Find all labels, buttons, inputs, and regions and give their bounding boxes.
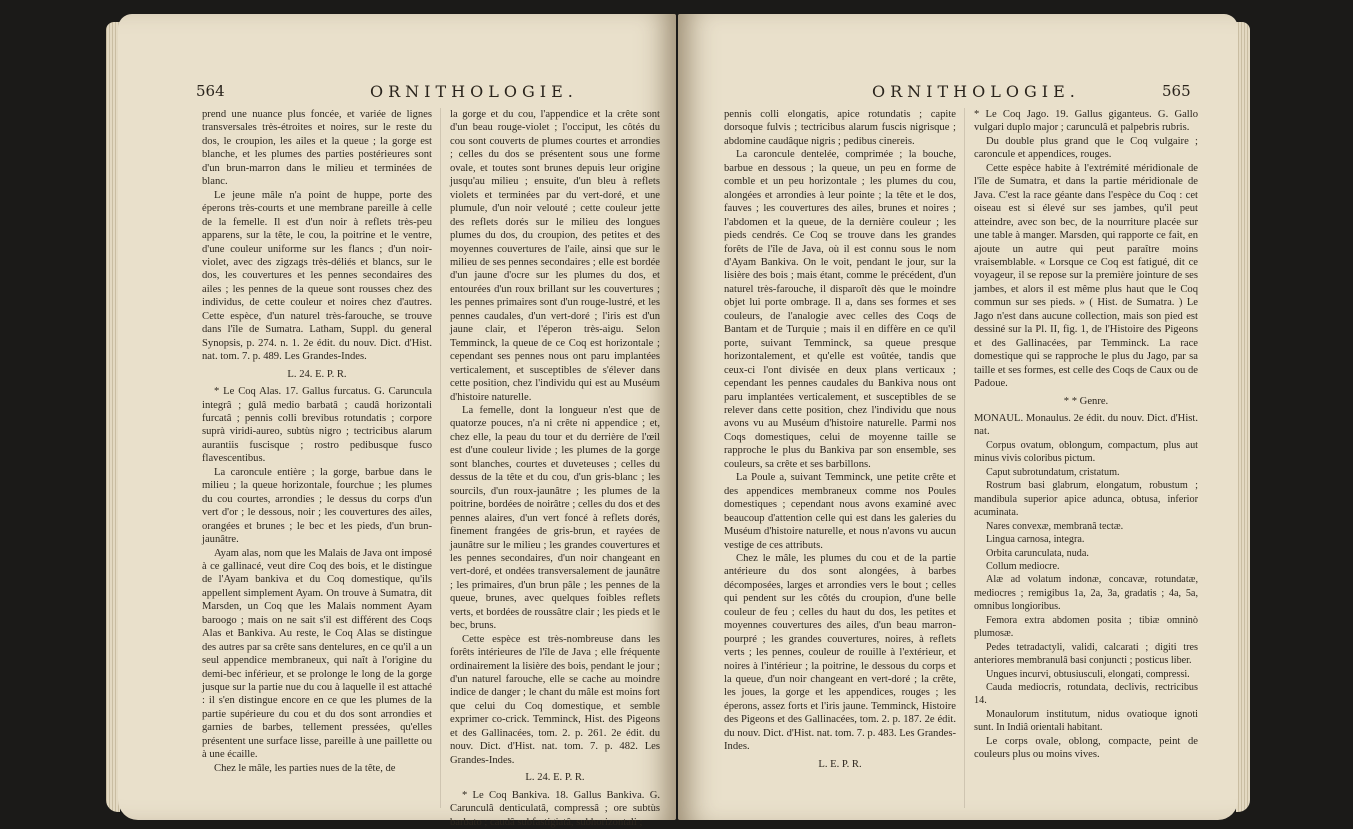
paragraph: Pedes tetradactyli, validi, calcarati ; digiti tres anteriores membranulâ basi conjuncti ; posticus liber. — [974, 641, 1198, 667]
paragraph: Rostrum basi glabrum, elongatum, robustum ; mandibula superior apice adunca, obtusa, inferior acuminata. — [974, 480, 1198, 519]
paragraph: pennis colli elongatis, apice rotundatis ; capite dorsoque fulvis ; tectricibus alarum fuscis nigrisque ; abdomine caudâque nigris ; pedibus cinereis. — [724, 109, 956, 147]
paragraph: * Le Coq Jago. 19. Gallus giganteus. G. Gallo vulgari duplo major ; carunculâ et palpebris rubris. — [974, 109, 1198, 134]
paragraph: L. E. P. R. — [818, 758, 862, 770]
paragraph: Orbita carunculata, nuda. — [986, 547, 1089, 559]
paragraph: Monaulorum institutum, nidus ovatioque ignoti sunt. In Indiâ orientali habitant. — [974, 708, 1198, 734]
left-page — [118, 14, 676, 828]
paragraph: Collum mediocre. — [986, 560, 1060, 572]
paragraph: Chez le mâle, les parties nues de la tête, de — [214, 762, 396, 774]
paragraph: Ayam alas, nom que les Malais de Java ont imposé à ce gallinacé, veut dire Coq des bois, et le distingue de l'Ayam bankiva et du Coq domestique, qu'ils appellent simplement Ayam. On trouve à Sumatra, dit Marsden, un Coq que les Malais nomment Ayam baroogo ; mais on ne sait s'il est différent des Coqs Alas et Bankiva. Au reste, le Coq Alas se distingue des autres par sa crête sans dentelures, en ce qu'il a un seul appendice membraneux, qui naît à l'origine du demi-bec inférieur, et se prolonge le long de la gorge jusque sur la partie nue du cou à laquelle il est attaché : il s'en distingue encore en ce que les plumes de la partie supérieure du cou et du dos sont arrondies et garnies de barbes, tellement pressées, qu'elles présentent une surface lisse, pareille à une paillette ou à une écaille. — [202, 547, 432, 761]
paragraph: La femelle, dont la longueur n'est que de quatorze pouces, n'a ni crête ni appendice ; et, chez elle, la peau du tour et du derrière de l'œil est d'une couleur livide ; les plumes de la gorge sont blanches, courtes et duveteuses ; celles du dessus de la tête et du cou, d'un gris-blanc ; les sourcils, d'un roux-jaunâtre ; les plumes de la poitrine, bordées de noirâtre ; celles du dos et des pennes alaires, d'un vert foncé à reflets dorés, finement frangées de gris-brun, et rayées de jaunâtre sur le milieu ; les grandes couvertures et les pennes secondaires, d'un noir changeant en vert-doré, et ondées transversalement de jaunâtre ; les primaires, d'un brun pâle ; les pennes de la queue, brunes, avec quelques foibles reflets verts, et bordées de roussâtre clair ; les pieds et le bec, bruns. — [450, 404, 660, 632]
genus-heading: * * Genre. — [1063, 395, 1109, 407]
paragraph: Le corps ovale, oblong, compacte, peint de couleurs plus ou moins vives. — [974, 735, 1198, 761]
right-column-2 — [974, 108, 1198, 762]
right-page-edges — [1236, 22, 1250, 812]
paragraph: Lingua carnosa, integra. — [986, 534, 1085, 546]
paragraph: Cauda mediocris, rotundata, declivis, rectricibus 14. — [974, 682, 1198, 707]
paragraph: * Le Coq Alas. 17. Gallus furcatus. G. Caruncula integrâ ; gulâ medio barbatâ ; caudâ horizontali furcatâ ; pennis colli brevibus rotundatis ; corpore suprà viridi-aureo, subtùs nigro ; tectricibus alarum aurantiis fuscisque ; rostro pedibusque fusco flavescentibus. — [202, 386, 432, 465]
right-column-1 — [724, 108, 956, 775]
paragraph: L. 24. E. P. R. — [287, 368, 347, 380]
paragraph: La Poule a, suivant Temminck, une petite crête et des appendices membraneux comme nos Poules domestiques ; cependant nous avons examiné avec beaucoup d'attention celle qui est dans les galeries du Muséum d'histoire naturelle, et nous n'avons vu aucun vestige de ces attributs. — [724, 472, 956, 551]
left-page-number: 564 — [196, 82, 225, 100]
left-column-2 — [450, 108, 660, 829]
right-page — [678, 14, 1238, 820]
paragraph: Alæ ad volatum indonæ, concavæ, rotundatæ, mediocres ; remigibus 1a, 2a, 3a, gradatis ; 4a, 5a, omnibus longioribus. — [974, 574, 1198, 613]
paragraph: Du double plus grand que le Coq vulgaire ; caroncule et appendices, rouges. — [974, 135, 1198, 161]
paragraph: Cette espèce habite à l'extrémité méridionale de l'île de Sumatra, et dans la partie méridionale de Java. C'est la race géante dans l'espèce du Coq : cet oiseau est si élevé sur ses jambes, qu'il peut atteindre, avec son bec, de la nourriture placée sur une table à manger. Marsden, qui rapporte ce fait, en ajoute un autre qui peut paraître moins vraisemblable. « Lorsque ce Coq est fatigué, dit ce voyageur, il se repose sur la première jointure de ses jambes, et alors il est même plus haut que le Coq commun sur ses pieds. » ( Hist. de Sumatra. ) Le Jago n'est dans aucune collection, mais son pied est dessiné sur la Pl. II, fig. 1, de l'Histoire des Pigeons et des Gallinacées, par Temminck. La race domestique qui se rapproche le plus du Jago, par sa taille et ses formes, est celle des Coqs de Caux ou de Padoue. — [974, 162, 1198, 390]
paragraph: prend une nuance plus foncée, et variée de lignes transversales très-étroites et noires, sur le reste du dos, le croupion, les ailes et la queue ; la gorge est blanche, et les plumes des parties postérieures sont d'un brun-marron dans le milieu et terminées de blanc. — [202, 109, 432, 188]
right-page-number: 565 — [1162, 82, 1191, 100]
paragraph: L. 24. E. P. R. — [525, 772, 585, 784]
paragraph: Le jeune mâle n'a point de huppe, porte des éperons très-courts et une membrane pareille à celle de la femelle. Il est d'un noir à reflets très-peu apparens, sur la tête, le cou, la poitrine et le ventre, d'une couleur uniforme sur les flancs ; d'un noir-violet, avec des zigzags très-déliés et blancs, sur le dos, les couvertures et les pennes secondaires des ailes ; les pennes de la queue sont rousses chez des individus, de cette couleur et noires chez d'autres. Cette espèce, d'un naturel très-farouche, se trouve dans l'île de Sumatra. Latham, Suppl. du general Synopsis, p. 274. n. 1. 2e édit. du nouv. Dict. d'Hist. nat. tom. 7. p. 489. Les Grandes-Indes. — [202, 189, 432, 363]
paragraph: Cette espèce est très-nombreuse dans les forêts intérieures de l'île de Java ; elle fréquente ordinairement la lisière des bois, pendant le jour ; d'un naturel farouche, elle se cache au moindre indice de danger ; le chant du mâle est moins fort que celui du Coq domestique, et semble exprimer co-crick. Temminck, Hist. des Pigeons et des Gallinacées, tom. 2. p. 261. 2e édit. du nouv. Dict. d'Hist. nat. tom. 7. p. 482. Les Grandes-Indes. — [450, 633, 660, 766]
column-divider — [440, 108, 441, 808]
column-divider — [964, 108, 965, 808]
paragraph: Corpus ovatum, oblongum, compactum, plus aut minus vivis coloribus pictum. — [974, 439, 1198, 465]
right-running-head: ORNITHOLOGIE. — [872, 82, 1080, 101]
left-column-1 — [202, 108, 432, 775]
paragraph: Chez le mâle, les plumes du cou et de la partie antérieure du dos sont alongées, à barbes décomposées, larges et arrondies vers le bout ; celles qui pendent sur les côtés du croupion, d'une belle couleur de feu ; celles du haut du dos, les petites et moyennes couvertures des ailes, d'un beau marron-pourpré ; les grandes couvertures, noires, à reflets verts ; les pennes, couleur de rouille à l'extérieur, et noires à l'intérieur ; la poitrine, le dessous du corps et la queue, d'un noir changeant en vert-doré ; la crête, les joues, la gorge et les appendices, rouges ; les éperons, assez forts et l'iris jaune. Temminck, Histoire des Pigeons et des Gallinacées, tom. 2. p. 187. 2e édit. du nouv. Dict. d'Hist. nat. tom. 7. p. 483. Les Grandes-Indes. — [724, 552, 956, 753]
paragraph: La caroncule dentelée, comprimée ; la bouche, barbue en dessous ; la queue, un peu en forme de comble et un peu horizontale ; les plumes du cou, alongées et arrondies à leur pointe ; la tête et le dos, fauves ; les couvertures des ailes, brunes et noires ; l'abdomen et la queue, de la dernière couleur ; les pieds cendrés. Ce Coq se trouve dans les grandes forêts de l'île de Java, où il est connu sous le nom d'Ayam Bankiva. On le voit, pendant le jour, sur la lisière des bois ; mais étant, comme le précédent, d'un naturel très-farouche, il disparoît dès que le moindre objet lui porte ombrage. Il a, dans ses formes et ses couleurs, de l'analogie avec celles des Coqs de Bantam et de Turquie ; mais il en diffère en ce qu'il porte, suivant Temminck, sa queue presque horizontalement, et qu'elle est voûtée, tandis que ceux-ci l'ont divisée en deux plans verticaux ; cependant les pennes caudales du Bankiva nous ont paru implantées verticalement, et susceptibles de se relever dans cette position, chez l'individu que nous avons vu au Muséum d'histoire naturelle. Parmi nos Coqs domestiques, celui de moyenne taille se rapproche le plus du Bankiva par son ensemble, ses couleurs, sa crête et ses barbillons. — [724, 149, 956, 470]
left-running-head: ORNITHOLOGIE. — [370, 82, 578, 101]
paragraph: Caput subrotundatum, cristatum. — [986, 466, 1120, 478]
paragraph: la gorge et du cou, l'appendice et la crête sont d'un beau rouge-violet ; l'occiput, les côtés du cou sont couverts de plumes courtes et arrondies ; celles du dos se présentent sous une forme ovale, et toutes sont brunes depuis leur origine jusqu'au milieu ; ensuite, d'un bleu à reflets violets et terminées par du vert-doré, et une plumule, d'un noir velouté ; cette couleur jette des reflets dorés sur le milieu des longues plumes du dos, du croupion, des petites et des moyennes couvertures de l'aile, ainsi que sur le milieu de ses pennes secondaires ; elle est bordée d'un jaune d'ocre sur les plumes du dos, et entourées d'un roux brillant sur les couvertures ; les pennes primaires sont d'un rouge-lustré, et les pennes caudales, d'un vert-doré ; l'iris est d'un jaune clair, et l'éperon très-aigu. Selon Temminck, la queue de ce Coq est horizontale ; cependant ses pennes nous ont paru implantées verticalement, et susceptibles de s'élever dans cette position, chez l'individu qui est au Muséum d'histoire naturelle. — [450, 109, 660, 403]
paragraph: Ungues incurvi, obtusiusculi, elongati, compressi. — [986, 668, 1190, 680]
paragraph: Nares convexæ, membranâ tectæ. — [986, 520, 1124, 532]
paragraph: MONAUL. Monaulus. 2e édit. du nouv. Dict. d'Hist. nat. — [974, 412, 1198, 438]
paragraph: * Le Coq Bankiva. 18. Gallus Bankiva. G. Carunculâ denticulatâ, compressâ ; ore subtùs barbato ; caudâ subfastigiatâ, subhorizontali ; — [450, 789, 660, 828]
paragraph: La caroncule entière ; la gorge, barbue dans le milieu ; la queue horizontale, fourchue ; les plumes du cou courtes, arrondies ; le dessus du corps d'un vert d'or ; le dessous, noir ; les couvertures des ailes, orangées et brunes ; le bec et les pieds, d'un brun-jaunâtre. — [202, 466, 432, 546]
paragraph: Femora extra abdomen posita ; tibiæ omninò plumosæ. — [974, 614, 1198, 640]
